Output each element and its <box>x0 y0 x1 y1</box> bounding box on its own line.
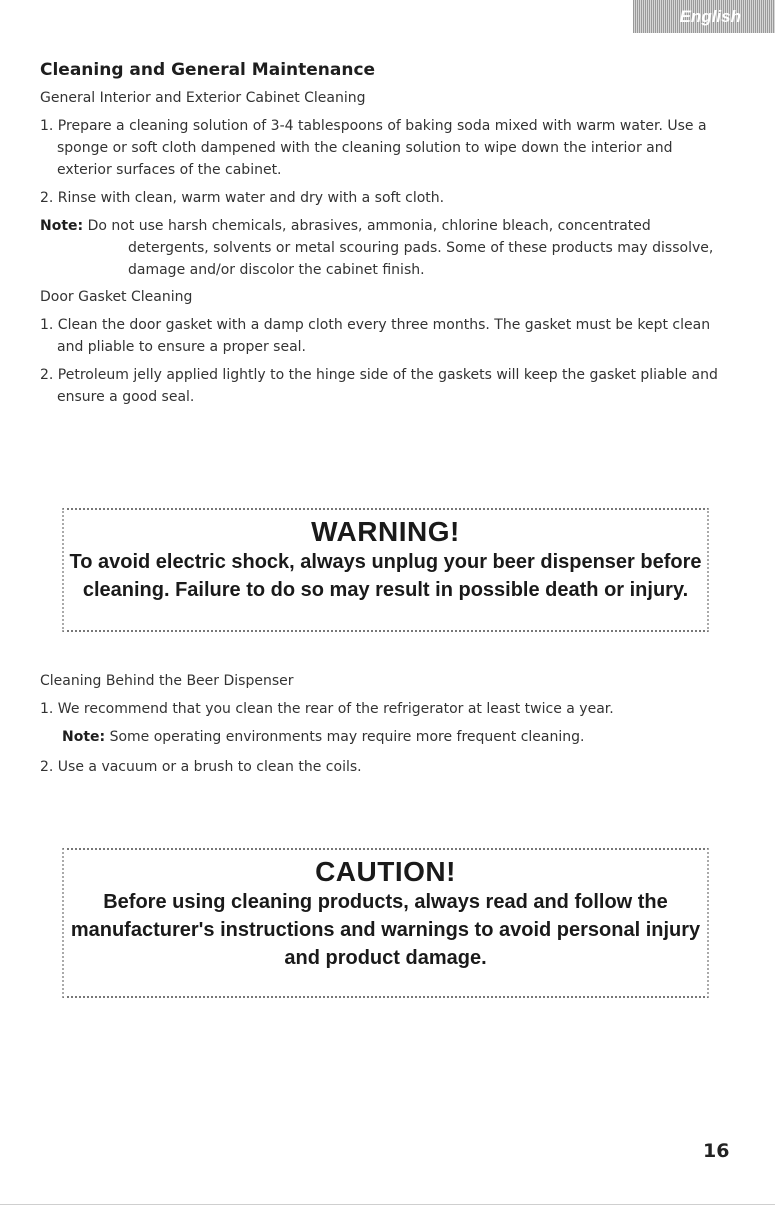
warning-box <box>62 508 709 632</box>
cabinet-step-2: 2. Rinse with clean, warm water and dry with a soft cloth. <box>40 190 445 206</box>
subheading-gasket-cleaning: Door Gasket Cleaning <box>40 289 193 305</box>
behind-step-1: 1. We recommend that you clean the rear of the refrigerator at least twice a year. <box>40 701 614 717</box>
caution-box <box>62 848 709 998</box>
gasket-step-1: 1. Clean the door gasket with a damp cloth every three months. The gasket must be kept clean and pliable to ensure a proper seal. <box>40 317 711 355</box>
subheading-cabinet-cleaning: General Interior and Exterior Cabinet Cleaning <box>40 90 366 106</box>
behind-step-2: 2. Use a vacuum or a brush to clean the coils. <box>40 759 362 775</box>
note2-text: Some operating environments may require more frequent cleaning. <box>109 729 585 745</box>
bottom-rule <box>0 1204 775 1205</box>
caution-title: CAUTION! <box>315 856 456 887</box>
cabinet-step-1: 1. Prepare a cleaning solution of 3-4 tablespoons of baking soda mixed with warm water. Use a sponge or soft cloth dampened with the cleaning solution to wipe down the interior and exterior surfaces of the cabinet. <box>40 118 707 178</box>
caution-text: Before using cleaning products, always read and follow the manufacturer's instructions and warnings to avoid personal injury and product damage. <box>70 891 701 969</box>
language-tab: English <box>633 0 775 33</box>
warning-title: WARNING! <box>311 516 460 547</box>
note2-label: Note: <box>62 729 106 745</box>
note-environments <box>62 726 730 748</box>
warning-text: To avoid electric shock, always unplug your beer dispenser before cleaning. Failure to do so may result in possible death or injury. <box>69 551 702 601</box>
behind-dispenser-section <box>40 673 730 784</box>
note-text: Do not use harsh chemicals, abrasives, ammonia, chlorine bleach, concentrated detergents, solvents or metal scouring pads. Some of these products may dissolve, damage and/or discolor the cabinet finish. <box>87 218 714 278</box>
gasket-step-2: 2. Petroleum jelly applied lightly to the hinge side of the gaskets will keep the gasket pliable and ensure a good seal. <box>40 367 718 405</box>
page-number: 16 <box>703 1140 730 1162</box>
subheading-behind-dispenser: Cleaning Behind the Beer Dispenser <box>40 673 294 689</box>
note-label: Note: <box>40 218 84 234</box>
section-title: Cleaning and General Maintenance <box>40 60 376 80</box>
maintenance-section <box>40 60 730 414</box>
note-chemicals <box>40 215 730 281</box>
